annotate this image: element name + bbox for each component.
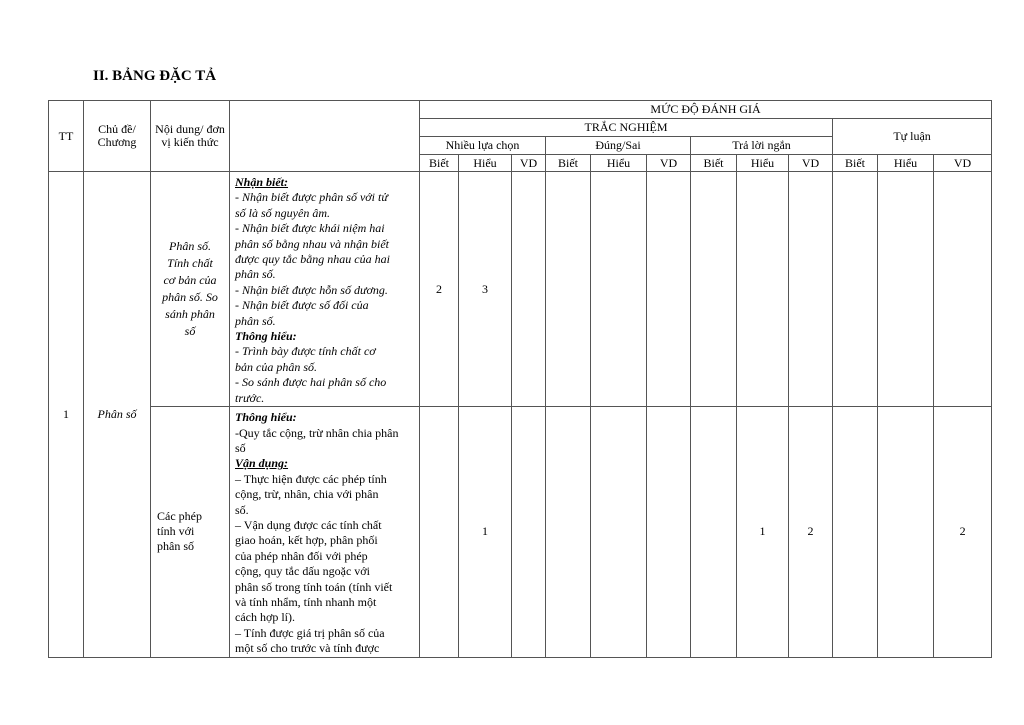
requirement-line: -Quy tắc cộng, trừ nhân chia phân bbox=[235, 425, 399, 440]
unit-name-line: tính với bbox=[157, 524, 195, 539]
count-cell bbox=[691, 407, 737, 658]
requirement-line: – Thực hiện được các phép tính bbox=[235, 471, 387, 486]
requirement-line: được quy tắc bằng nhau của hai bbox=[235, 252, 390, 267]
unit-name-line: Phân số. bbox=[169, 239, 211, 254]
count-cell bbox=[647, 407, 691, 658]
unit-name-line: Tính chất bbox=[167, 256, 213, 271]
requirement-heading: Thông hiểu: bbox=[235, 329, 297, 344]
header-true-false: Đúng/Sai bbox=[546, 137, 691, 155]
requirement-line: phân số trong tính toán (tính viết bbox=[235, 579, 393, 594]
section-heading: II. BẢNG ĐẶC TẢ bbox=[93, 68, 217, 84]
unit-name-line: Các phép bbox=[157, 509, 202, 524]
header-tt: TT bbox=[49, 101, 84, 172]
unit-name-line: phân số bbox=[157, 539, 194, 554]
requirement-line: của phép nhân đối với phép bbox=[235, 548, 368, 563]
requirement-line: - Nhận biết được hỗn số dương. bbox=[235, 282, 388, 297]
level-label: VD bbox=[789, 155, 833, 172]
count-cell: 1 bbox=[737, 407, 789, 658]
count-cell: 1 bbox=[459, 407, 512, 658]
header-short-answer: Trả lời ngắn bbox=[691, 137, 833, 155]
requirement-line: số là số nguyên âm. bbox=[235, 205, 330, 220]
requirement-line: và tính nhẩm, tính nhanh một bbox=[235, 594, 377, 609]
requirement-heading: Vận dụng: bbox=[235, 456, 289, 471]
row-tt: 1 bbox=[49, 172, 84, 658]
unit-name-line: số bbox=[184, 324, 196, 339]
count-cell bbox=[789, 172, 833, 407]
count-cell bbox=[878, 172, 934, 407]
count-cell bbox=[512, 407, 546, 658]
requirement-line: một số cho trước và tính được bbox=[235, 641, 380, 656]
count-cell bbox=[737, 172, 789, 407]
header-multiple-choice: TRẮC NGHIỆM bbox=[420, 119, 833, 137]
specification-table bbox=[48, 100, 992, 658]
requirement-line: số. bbox=[235, 502, 249, 517]
table-row bbox=[49, 407, 992, 658]
count-cell: 3 bbox=[459, 172, 512, 407]
requirement-heading: Nhận biết: bbox=[235, 175, 289, 189]
requirement-line: giao hoán, kết hợp, phân phối bbox=[235, 533, 378, 548]
level-label: Hiểu bbox=[737, 155, 789, 172]
table-row bbox=[49, 172, 992, 407]
count-cell bbox=[512, 172, 546, 407]
count-cell bbox=[546, 172, 591, 407]
row-chapter: Phân số bbox=[84, 172, 151, 658]
level-label: Hiểu bbox=[878, 155, 934, 172]
unit-name-line: sánh phân bbox=[165, 307, 215, 322]
level-label: Hiểu bbox=[591, 155, 647, 172]
requirement-heading: Thông hiểu: bbox=[235, 410, 297, 425]
count-cell bbox=[833, 172, 878, 407]
requirement-line: bản của phân số. bbox=[235, 359, 317, 374]
level-label: Biết bbox=[546, 155, 591, 172]
header-content-unit: Nội dung/ đơn vị kiến thức bbox=[151, 101, 230, 172]
unit-name-line: phân số. So bbox=[162, 290, 218, 305]
requirement-line: phân số bằng nhau và nhận biết bbox=[235, 236, 389, 251]
requirement-line: cộng, trừ, nhân, chia với phân bbox=[235, 487, 379, 502]
header-level-title: MỨC ĐỘ ĐÁNH GIÁ bbox=[420, 101, 992, 119]
level-label: Biết bbox=[691, 155, 737, 172]
requirement-line: - Nhận biết được phân số với tử bbox=[235, 190, 388, 205]
header-chapter: Chủ đề/ Chương bbox=[84, 101, 151, 172]
level-label: VD bbox=[934, 155, 992, 172]
count-cell bbox=[878, 407, 934, 658]
requirements-cell bbox=[230, 407, 420, 658]
requirement-line: – Tính được giá trị phân số của bbox=[235, 625, 385, 640]
count-cell bbox=[833, 407, 878, 658]
count-cell bbox=[647, 172, 691, 407]
unit-name-line: cơ bản của bbox=[163, 273, 217, 288]
level-label: Hiểu bbox=[459, 155, 512, 172]
requirement-line: cộng, quy tắc dấu ngoặc với bbox=[235, 564, 370, 579]
count-cell: 2 bbox=[420, 172, 459, 407]
header-essay: Tự luận bbox=[833, 119, 992, 155]
requirement-line: - Nhận biết được số đối của bbox=[235, 298, 369, 313]
count-cell bbox=[591, 172, 647, 407]
requirement-line: phân số. bbox=[235, 313, 276, 328]
count-cell bbox=[420, 407, 459, 658]
requirement-line: phân số. bbox=[235, 267, 276, 282]
requirement-line: số bbox=[235, 440, 246, 455]
count-cell: 2 bbox=[934, 407, 992, 658]
header-mc-options: Nhiều lựa chọn bbox=[420, 137, 546, 155]
requirement-line: - Trình bày được tính chất cơ bbox=[235, 344, 376, 359]
level-label: Biết bbox=[420, 155, 459, 172]
requirement-line: - Nhận biết được khái niệm hai bbox=[235, 221, 385, 236]
unit-name bbox=[151, 407, 230, 658]
level-label: VD bbox=[647, 155, 691, 172]
count-cell bbox=[591, 407, 647, 658]
count-cell bbox=[934, 172, 992, 407]
requirement-line: – Vận dụng được các tính chất bbox=[235, 517, 382, 532]
level-label: VD bbox=[512, 155, 546, 172]
count-cell bbox=[546, 407, 591, 658]
count-cell bbox=[691, 172, 737, 407]
header-requirements bbox=[230, 101, 420, 172]
level-label: Biết bbox=[833, 155, 878, 172]
requirements-cell bbox=[230, 172, 420, 407]
unit-name bbox=[151, 172, 230, 407]
requirement-line: - So sánh được hai phân số cho bbox=[235, 375, 387, 390]
requirement-line: cách hợp lí). bbox=[235, 610, 295, 625]
count-cell: 2 bbox=[789, 407, 833, 658]
requirement-line: trước. bbox=[235, 390, 265, 405]
